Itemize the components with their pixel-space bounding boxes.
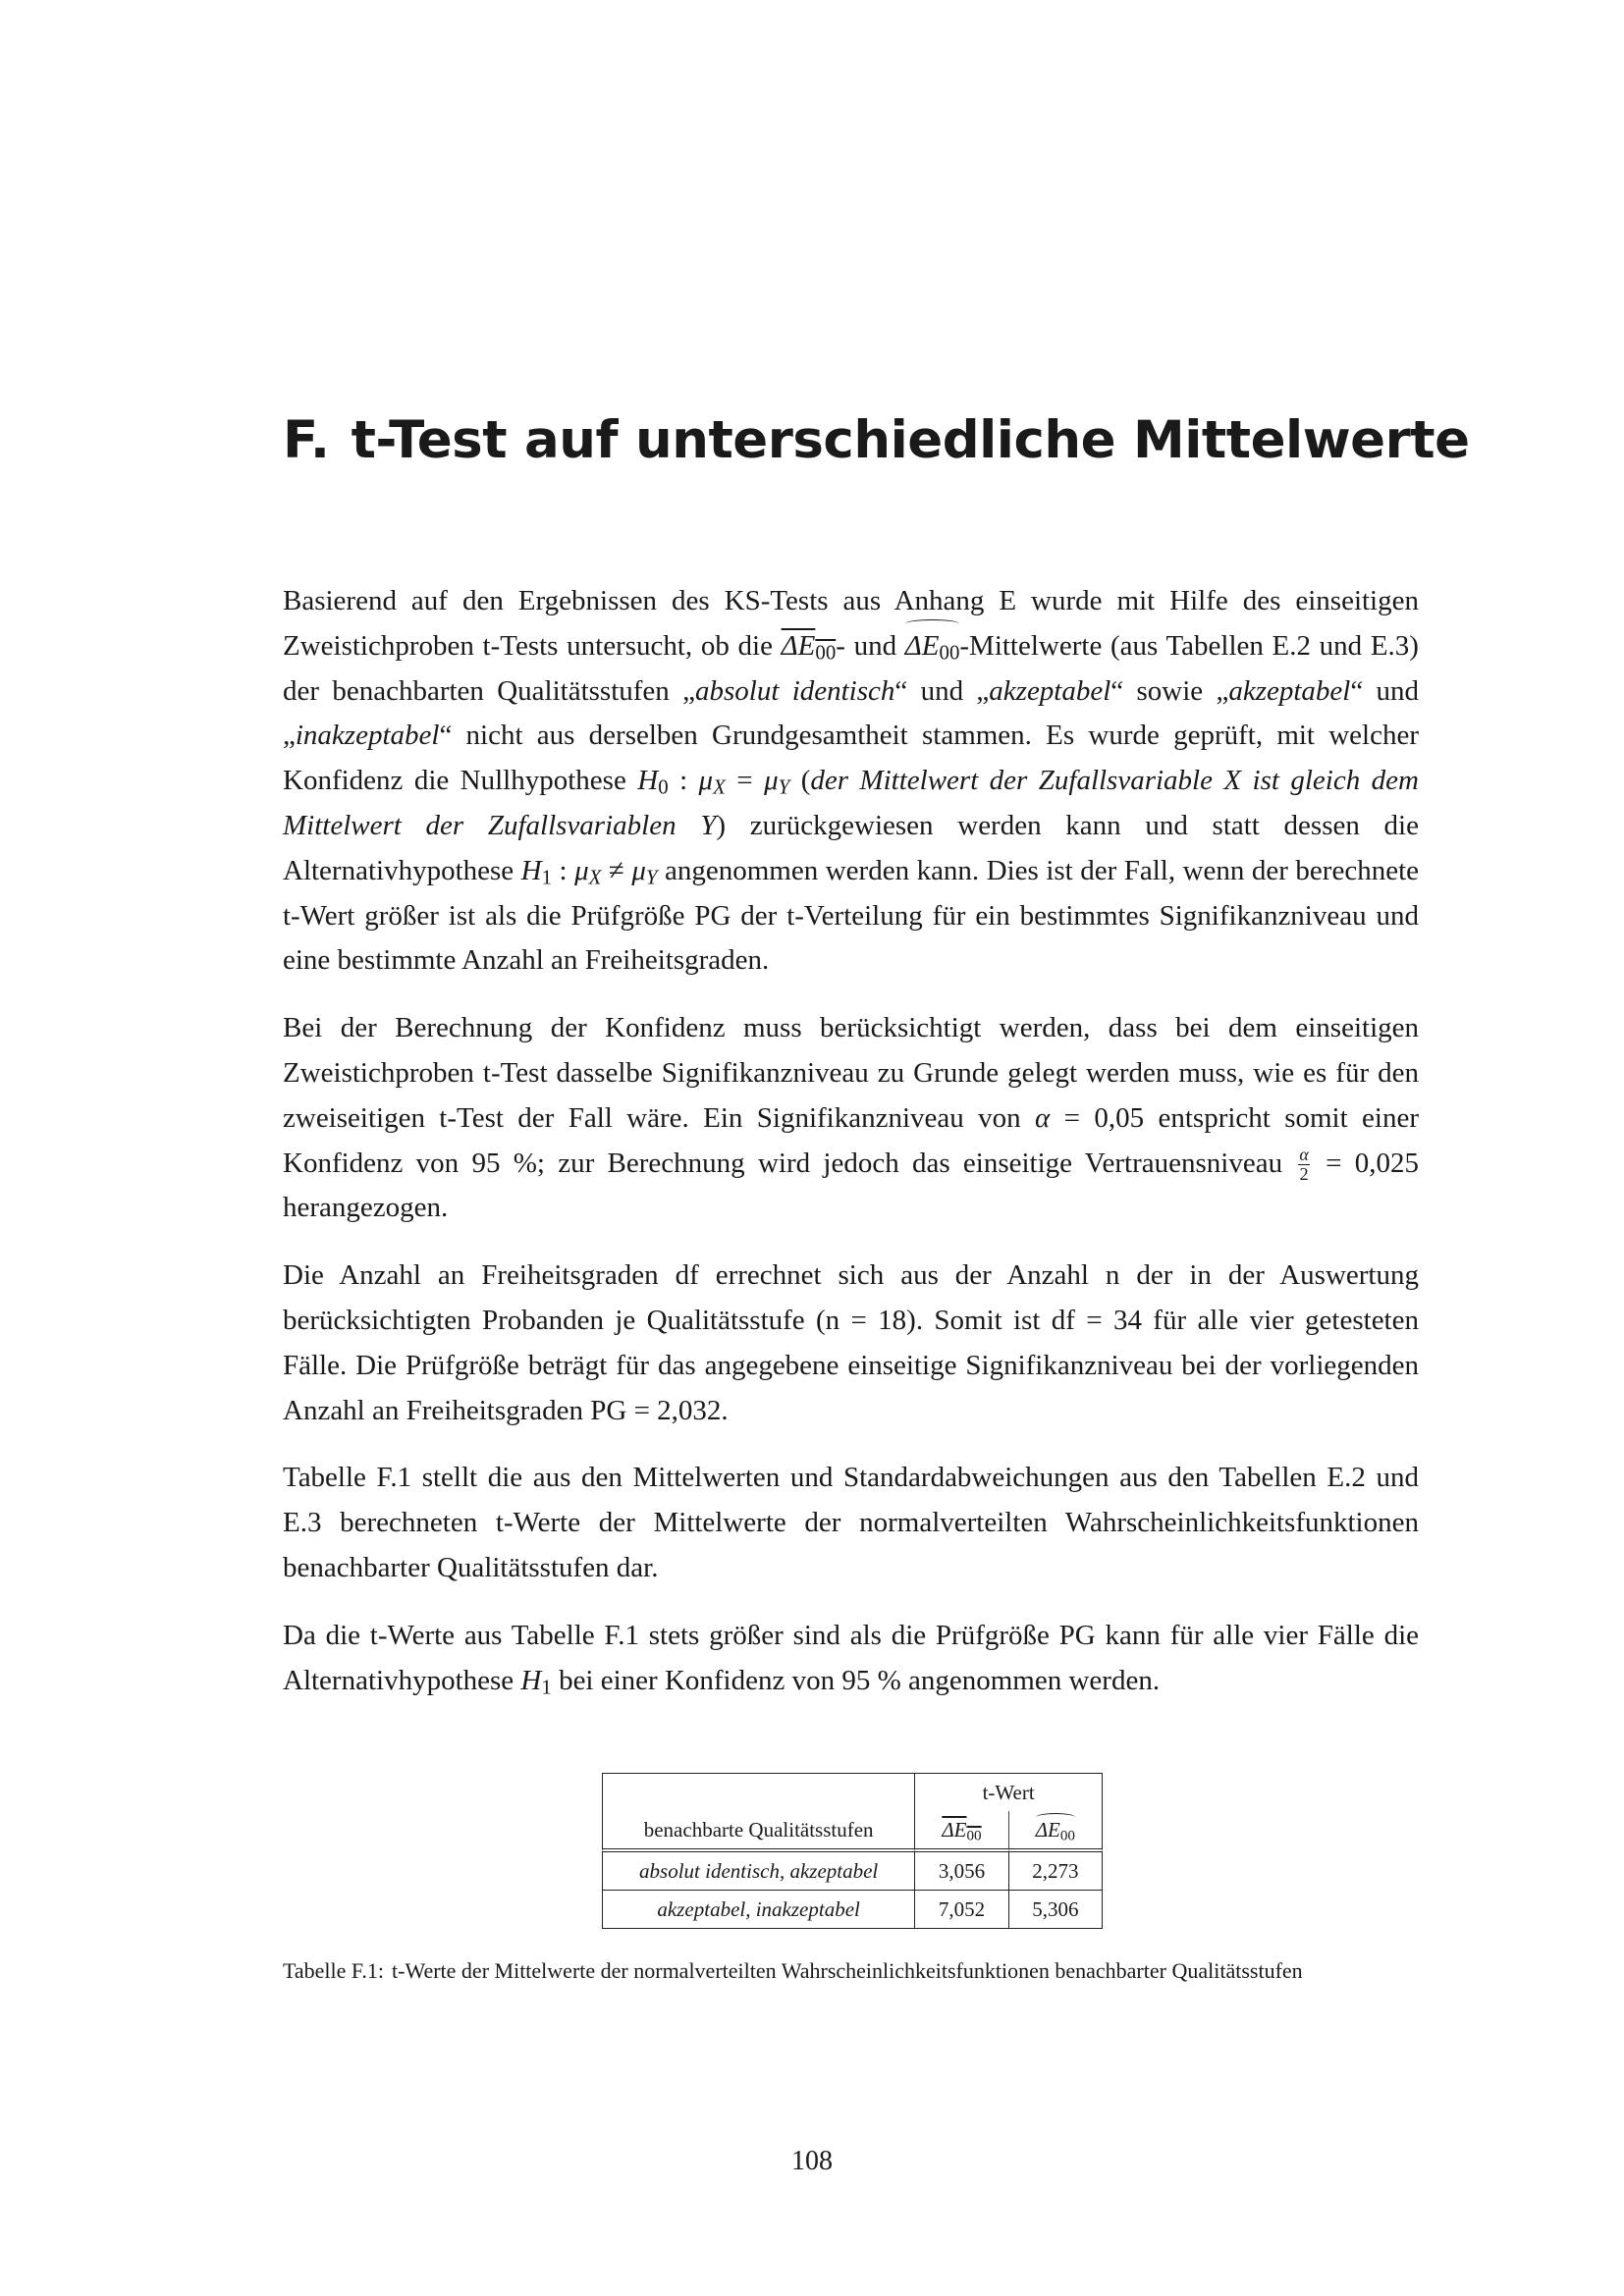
alpha-half-fraction [1298, 1146, 1309, 1184]
math-symbol: α [1035, 1101, 1051, 1134]
chapter-title [283, 410, 1470, 470]
math-operator: : [668, 765, 699, 797]
math-symbol: H [637, 765, 659, 797]
table-cell: 3,056 [914, 1852, 1007, 1891]
paragraph-3: Die Anzahl an Freiheitsgraden df errechnet sich aus der Anzahl n der in der Auswertung berücksichtigten Probanden je Qualitätsstufe (n = 18). Somit ist df = 34 für alle vier getesteten Fälle. Die Prüfgröße beträgt für das angegebene einseitige Signifikanzniveau bei der vorliegenden Anzahl an Freiheitsgraden PG = 2,032. [283, 1259, 1419, 1426]
text-run: Bei der Berechnung der Konfidenz muss berücksichtigt werden, dass bei dem einseitigen Zweistichproben t-Test dasselbe Signifikanzniveau zu Grunde gelegt werden muss, wie es für den zweiseitigen t-Test der Fall wäre. Ein Signifikanzniveau von [283, 1012, 1419, 1134]
text-run: = 0,025 herangezogen. [283, 1147, 1419, 1224]
hypothesis-note: der Mittelwert der Zufallsvariable X ist gleich dem Mittelwert der Zufallsvariablen Y [283, 765, 1419, 841]
delta-e00-hat-symbol [905, 624, 960, 669]
text-run: angenommen werden kann. Dies ist der Fall, wenn der berechnete t-Wert größer ist als die Prüfgröße PG der t-Verteilung für ein bestimmtes Signifikanzniveau und eine bestimmte Anzahl an Freiheitsgraden. [283, 854, 1419, 977]
caption-text: t-Werte der Mittelwerte der normalverteilten Wahrscheinlichkeitsfunktionen benachbarter Qualitätsstufen [392, 1958, 1303, 1983]
chapter-number: F. [283, 410, 330, 470]
math-subscript: 1 [541, 865, 553, 889]
math-symbol: ΔE [1035, 1817, 1060, 1842]
math-subscript: Y [778, 774, 790, 799]
text-run: “ nicht aus derselben Grundgesamtheit stammen. Es wurde geprüft, mit welcher Konfidenz die Nullhypothese [283, 720, 1419, 797]
paragraph-4: Tabelle F.1 stellt die aus den Mittelwerten und Standardabweichungen aus den Tabellen E.2 und E.3 berechneten t-Werte der Mittelwerte der normalverteilten Wahrscheinlichkeitsfunktionen benachbarter Qualitätsstufen dar. [283, 1462, 1419, 1583]
math-symbol: μ [574, 854, 589, 886]
fraction-denominator: 2 [1299, 1163, 1309, 1184]
table-group-header: t-Wert [914, 1773, 1103, 1811]
math-symbol: ΔE [904, 629, 940, 662]
text-run: = 0,05 entspricht somit einer Konfidenz von 95 %; zur Berechnung wird jedoch das einseitige Vertrauensniveau [283, 1101, 1419, 1179]
math-subscript: 00 [939, 640, 960, 665]
table-row [602, 1891, 1103, 1929]
table-row-label: akzeptabel, inakzeptabel [602, 1891, 914, 1929]
math-operator: = [725, 765, 765, 797]
text-run: “ sowie „ [1110, 674, 1229, 707]
text-run: ) zurückgewiesen werden kann und statt dessen die Alternativhypothese [283, 809, 1419, 886]
math-symbol: ΔE [781, 629, 816, 662]
table-column-header-hat [1008, 1811, 1103, 1852]
text-run: bei einer Konfidenz von 95 % angenommen werden. [551, 1664, 1161, 1696]
table-column-header: benachbarte Qualitätsstufen [602, 1811, 914, 1852]
math-subscript: 0 [658, 774, 669, 799]
math-symbol: ΔE [942, 1817, 967, 1842]
body-text [283, 579, 1419, 1726]
math-symbol: μ [698, 765, 714, 797]
math-subscript: X [588, 865, 602, 889]
table-row [602, 1852, 1103, 1891]
quality-level-term: absolut identisch [694, 674, 895, 707]
text-run: “ und „ [894, 674, 990, 707]
text-run: -Mittelwerte (aus Tabellen E.2 und E.3) der benachbarten Qualitätsstufen „ [283, 629, 1419, 707]
table-cell: 7,052 [914, 1891, 1007, 1929]
math-subscript: 1 [541, 1675, 552, 1699]
math-operator: : [552, 854, 575, 886]
text-run: “ und „ [283, 674, 1420, 752]
math-symbol: μ [631, 854, 646, 886]
text-run: Da die t-Werte aus Tabelle F.1 stets größer sind als die Prüfgröße PG kann für alle vier Fälle die Alternativhypothese [283, 1619, 1419, 1696]
delta-e00-mean-symbol [781, 629, 837, 665]
math-subscript: 00 [966, 1827, 982, 1843]
math-operator: ≠ [601, 854, 632, 886]
math-subscript: 00 [815, 640, 837, 665]
caption-label: Tabelle F.1: [283, 1958, 385, 1983]
text-run: ( [789, 765, 811, 797]
table-column-header-mean [914, 1811, 1007, 1852]
null-hypothesis-formula [637, 765, 790, 799]
math-subscript: 00 [1059, 1827, 1075, 1843]
alternative-hypothesis-formula [520, 854, 658, 889]
math-symbol: H [520, 854, 542, 886]
fraction-numerator: α [1299, 1144, 1309, 1164]
quality-level-term: akzeptabel [989, 674, 1111, 707]
table-caption [283, 1955, 1422, 1987]
math-subscript: Y [645, 865, 658, 889]
table-cell: 5,306 [1008, 1891, 1103, 1929]
table-cell: 2,273 [1008, 1852, 1103, 1891]
paragraph-2 [283, 1006, 1419, 1231]
t-value-table [602, 1773, 1103, 1929]
paragraph-5 [283, 1614, 1419, 1704]
h1-symbol [520, 1664, 552, 1699]
text-run: Basierend auf den Ergebnissen des KS-Tests aus Anhang E wurde mit Hilfe des einseitigen Zweistichproben t-Tests untersucht, ob die [283, 585, 1419, 662]
math-symbol: H [520, 1664, 542, 1696]
math-symbol: μ [764, 765, 779, 797]
quality-level-term: inakzeptabel [295, 720, 440, 752]
paragraph-1 [283, 579, 1419, 984]
table-row-label: absolut identisch, akzeptabel [602, 1852, 914, 1891]
chapter-title-text: t-Test auf unterschiedliche Mittelwerte [351, 410, 1470, 470]
math-subscript: X [713, 774, 726, 799]
page-number: 108 [791, 2146, 833, 2176]
quality-level-term: akzeptabel [1228, 674, 1351, 707]
text-run: - und [836, 629, 905, 662]
